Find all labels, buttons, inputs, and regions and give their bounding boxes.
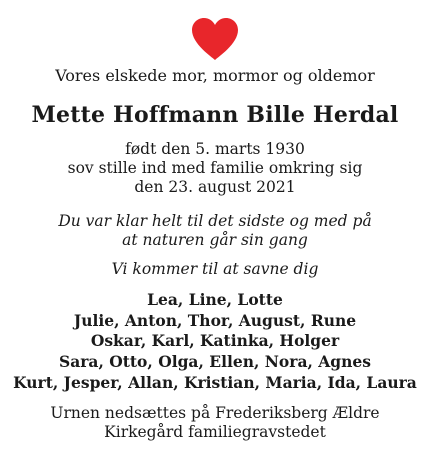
quote-line: Du var klar helt til det sidste og med på [58, 212, 372, 230]
death-date: den 23. august 2021 [134, 178, 296, 196]
family-names-row: Julie, Anton, Thor, August, Rune [73, 311, 357, 330]
intro-text: Vores elskede mor, mormor og oldemor [55, 66, 375, 85]
family-names-row: Lea, Line, Lotte [147, 290, 283, 309]
family-names-row: Kurt, Jesper, Allan, Kristian, Maria, Ida, Laura [13, 373, 417, 392]
farewell-text: Vi kommer til at savne dig [111, 260, 319, 278]
passing-text: sov stille ind med familie omkring sig [67, 159, 363, 177]
family-names-row: Sara, Otto, Olga, Ellen, Nora, Agnes [59, 352, 371, 371]
heart-icon [190, 17, 240, 61]
deceased-name: Mette Hoffmann Bille Herdal [31, 102, 399, 128]
burial-info: Urnen nedsættes på Frederiksberg Ældre [50, 404, 380, 422]
burial-info: Kirkegård familiegravstedet [104, 423, 326, 441]
birth-date: født den 5. marts 1930 [125, 140, 305, 158]
family-names-row: Oskar, Karl, Katinka, Holger [90, 331, 340, 350]
quote-line: at naturen går sin gang [122, 231, 308, 249]
